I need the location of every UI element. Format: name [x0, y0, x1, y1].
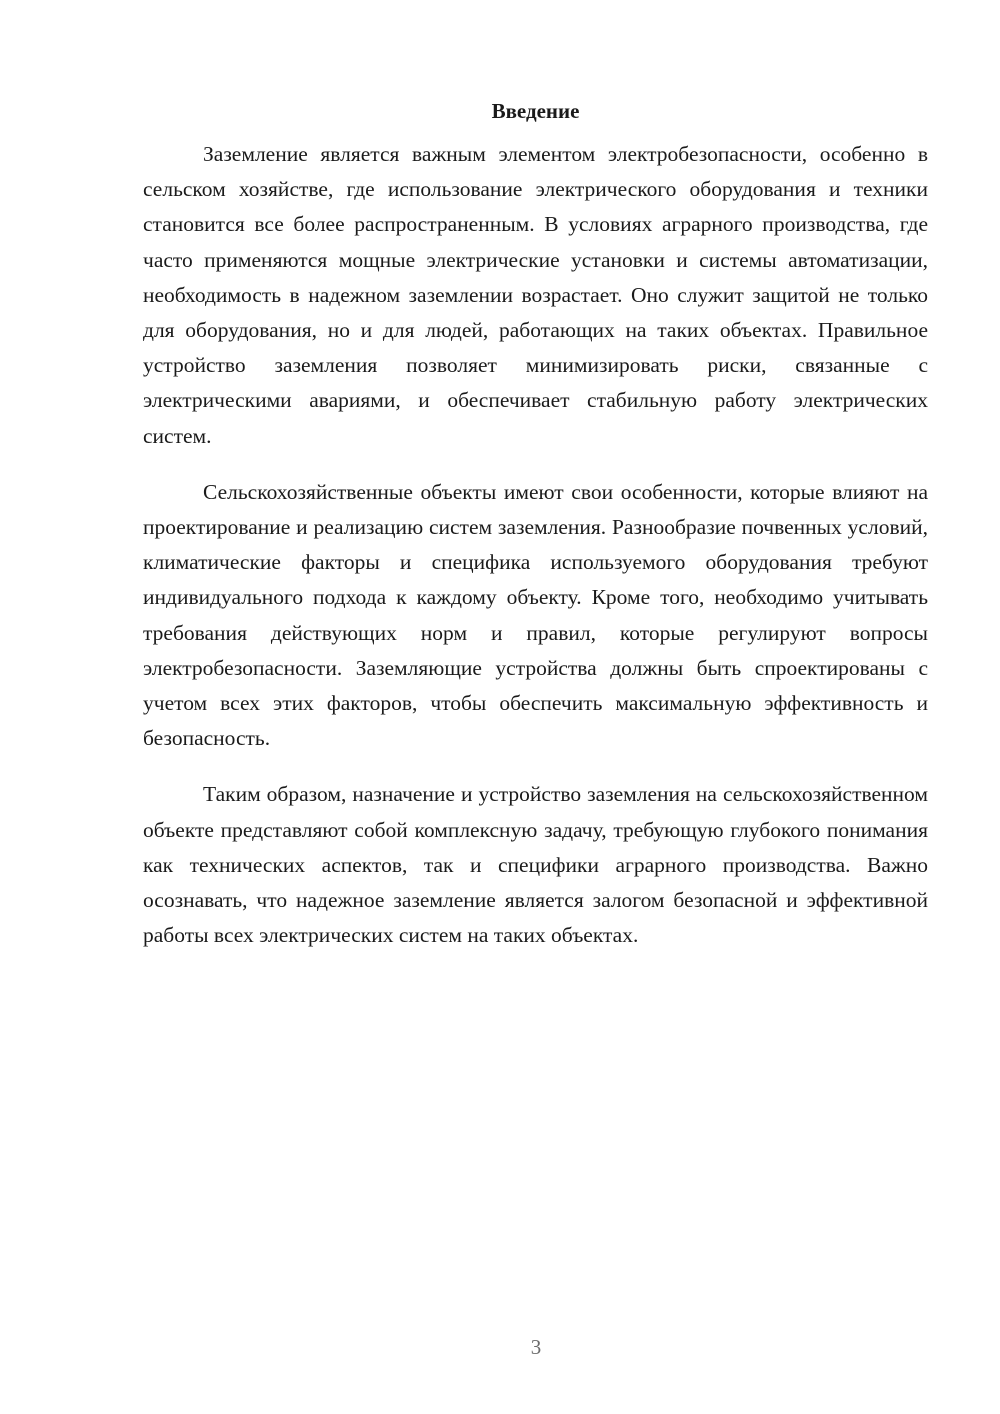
page-number: 3 — [530, 1335, 542, 1359]
paragraph-1: Заземление является важным элементом электробезопасности, особенно в сельском хозяйстве, где использование электрического оборудования и техники становится все более распространенным. В условиях аграрного производства, где часто применяются мощные электрические установки и системы автоматизации, необходимость в надежном заземлении возрастает. Оно служит защитой не только для оборудования, но и для людей, работающих на таких объектах. Правильное устройство заземления позволяет минимизировать риски, связанные с электрическими авариями, и обеспечивает стабильную работу электрических систем. — [143, 142, 928, 448]
section-heading: Введение — [491, 99, 580, 123]
paragraph-2: Сельскохозяйственные объекты имеют свои особенности, которые влияют на проектирование и реализацию систем заземления. Разнообразие почвенных условий, климатические факторы и специфика используемого оборудования требуют индивидуального подхода к каждому объекту. Кроме того, необходимо учитывать требования действующих норм и правил, которые регулируют вопросы электробезопасности. Заземляющие устройства должны быть спроектированы с учетом всех этих факторов, чтобы обеспечить максимальную эффективность и безопасность. — [143, 479, 928, 751]
paragraph-3: Таким образом, назначение и устройство заземления на сельскохозяйственном объекте представляют собой комплексную задачу, требующую глубокого понимания как технических аспектов, так и специфики аграрного производства. Важно осознавать, что надежное заземление является залогом безопасной и эффективной работы всех электрических систем на таких объектах. — [143, 782, 928, 948]
page-content — [143, 95, 928, 974]
